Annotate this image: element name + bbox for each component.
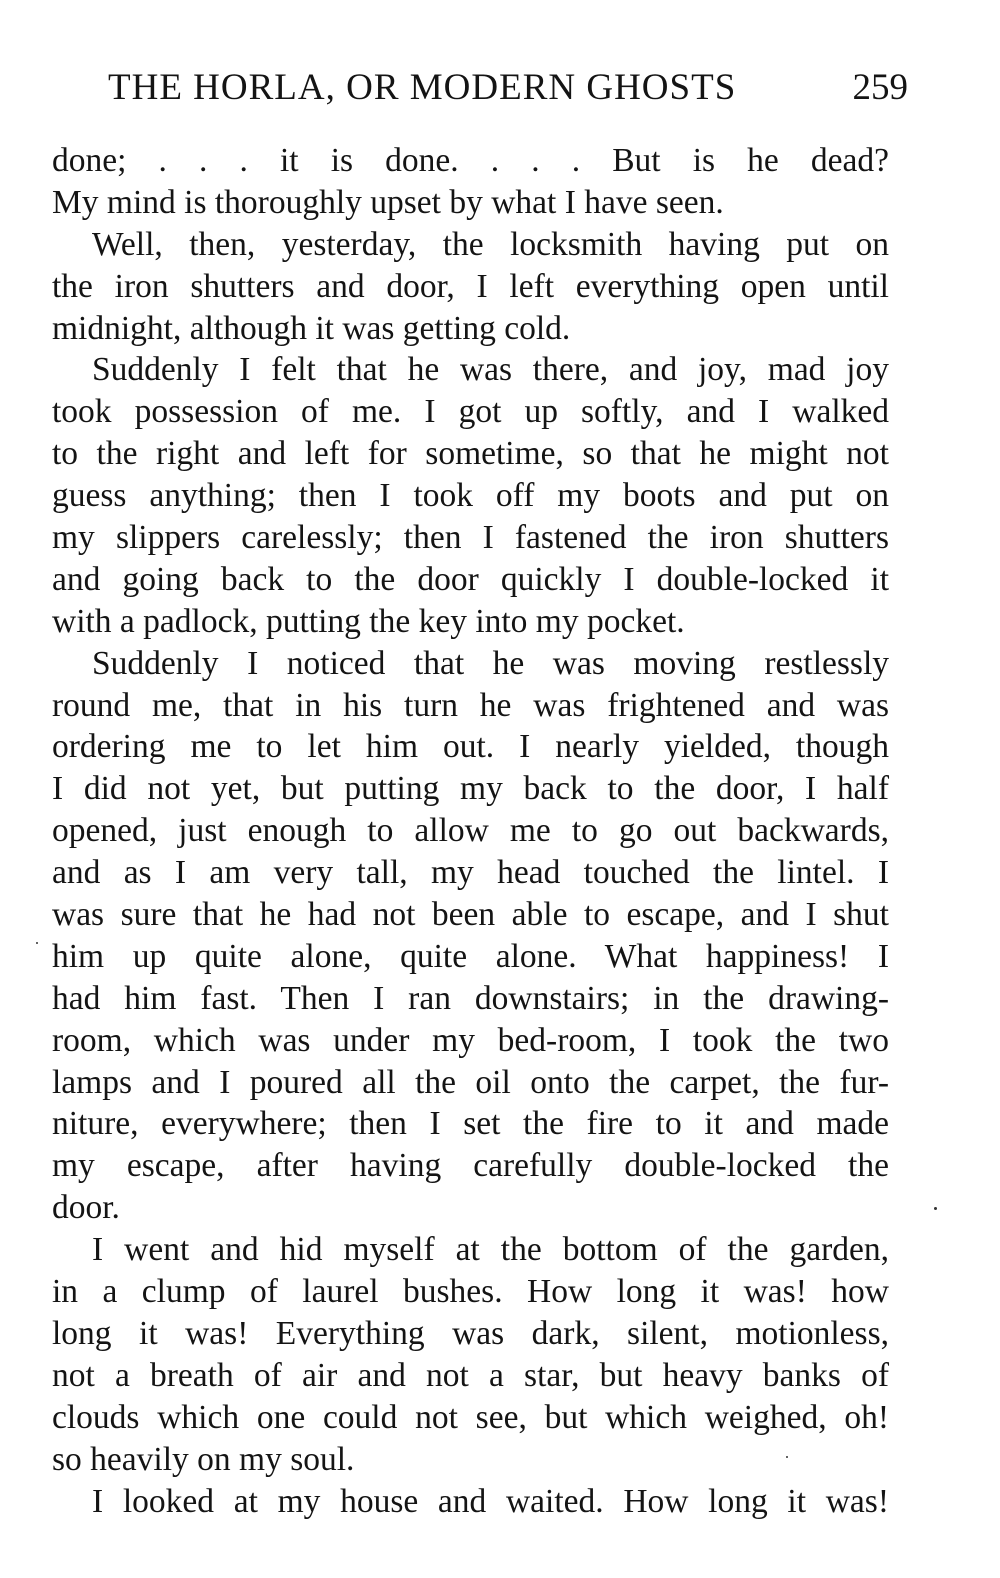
running-title: THE HORLA, OR MODERN GHOSTS <box>108 67 737 108</box>
text-line: Suddenly I noticed that he was moving restlessly <box>92 644 889 682</box>
text-line: had him fast. Then I ran downstairs; in the drawing- <box>52 979 889 1017</box>
text-line: Well, then, yesterday, the locksmith having put on <box>92 225 889 263</box>
text-line: done; . . . it is done. . . . But is he dead? <box>52 142 889 179</box>
text-line: my escape, after having carefully double-locked the <box>52 1147 889 1185</box>
text-line: guess anything; then I took off my boots and put on <box>52 477 889 515</box>
page-number: 259 <box>852 67 908 108</box>
text-line: My mind is thoroughly upset by what I have seen. <box>52 183 724 221</box>
text-line: clouds which one could not see, but which weighed, oh! <box>52 1398 889 1436</box>
text-line: to the right and left for sometime, so that he might not <box>52 435 889 473</box>
scan-speck <box>934 1207 937 1210</box>
scan-speck <box>36 942 38 944</box>
text-line: niture, everywhere; then I set the fire to it and made <box>52 1105 889 1143</box>
text-line: so heavily on my soul. <box>52 1440 355 1478</box>
text-line: not a breath of air and not a star, but heavy banks of <box>52 1356 889 1394</box>
text-line: Suddenly I felt that he was there, and joy, mad joy <box>92 351 889 389</box>
text-line: in a clump of laurel bushes. How long it was! how <box>52 1273 889 1311</box>
text-line: midnight, although it was getting cold. <box>52 309 571 347</box>
text-line: round me, that in his turn he was frightened and was <box>52 686 889 724</box>
scan-speck <box>786 1456 788 1458</box>
text-line: and going back to the door quickly I double-locked it <box>52 560 889 598</box>
text-line: and as I am very tall, my head touched the lintel. I <box>52 854 889 892</box>
text-line: I did not yet, but putting my back to the door, I half <box>52 770 889 808</box>
running-head <box>108 66 908 116</box>
text-line: opened, just enough to allow me to go out backwards, <box>52 812 889 850</box>
text-line: my slippers carelessly; then I fastened the iron shutters <box>52 519 889 557</box>
text-line: I went and hid myself at the bottom of the garden, <box>92 1231 889 1269</box>
text-line: long it was! Everything was dark, silent, motionless, <box>52 1314 889 1352</box>
text-line: room, which was under my bed-room, I took the two <box>52 1021 889 1059</box>
body-text <box>52 140 889 1522</box>
text-line: I looked at my house and waited. How long it was! <box>92 1482 889 1520</box>
text-line: lamps and I poured all the oil onto the carpet, the fur- <box>52 1063 889 1101</box>
text-line: him up quite alone, quite alone. What happiness! I <box>52 937 889 975</box>
text-line: the iron shutters and door, I left everything open until <box>52 267 889 305</box>
text-line: was sure that he had not been able to escape, and I shut <box>52 896 889 934</box>
text-line: with a padlock, putting the key into my pocket. <box>52 602 685 640</box>
text-line: door. <box>52 1189 120 1227</box>
text-line: took possession of me. I got up softly, and I walked <box>52 393 889 431</box>
text-line: ordering me to let him out. I nearly yielded, though <box>52 728 889 766</box>
